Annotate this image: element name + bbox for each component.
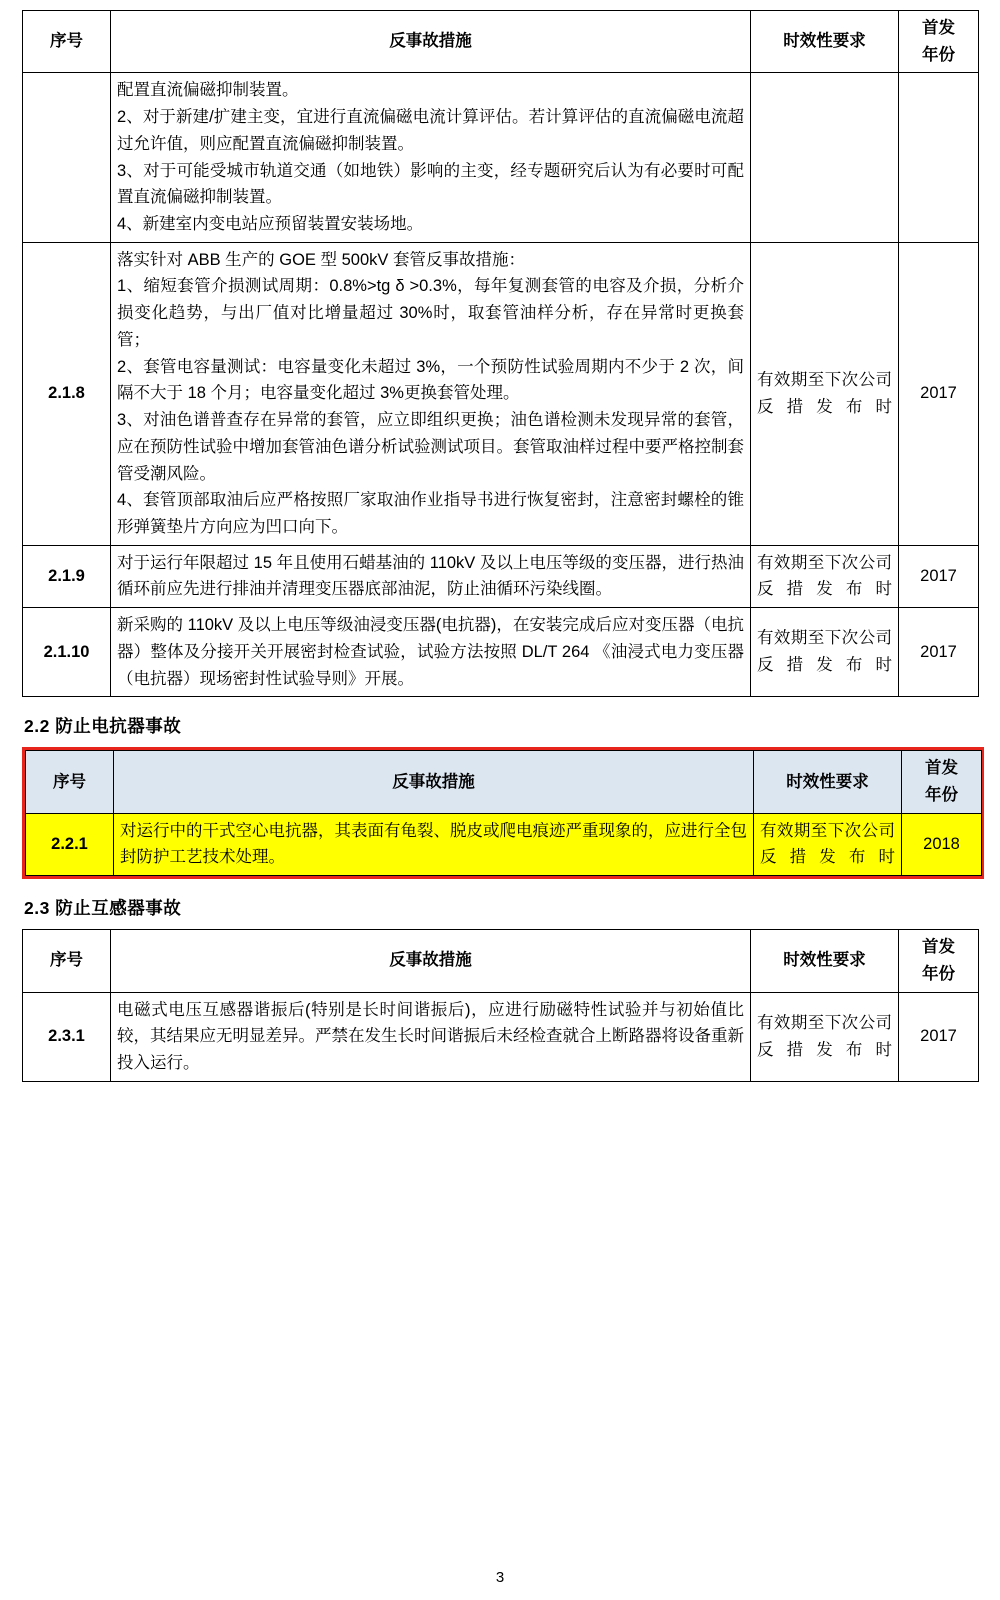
table-row [26,813,982,875]
section-title-2-3: 2.3 防止互感器事故 [24,898,182,919]
column-header-no: 序号 [23,930,111,992]
row-year: 2017 [899,608,979,697]
row-timeliness: 有效期至下次公司反措发布时 [751,242,899,545]
column-header-no: 序号 [23,11,111,73]
column-header-measure: 反事故措施 [111,930,751,992]
row-year [899,73,979,242]
column-header-timeliness: 时效性要求 [751,11,899,73]
measure-paragraph: 1、缩短套管介损测试周期：0.8%>tg δ >0.3%，每年复测套管的电容及介损，分析介损变化趋势，与出厂值对比增量超过 30%时，取套管油样分析，存在异常时更换套管； [117,277,744,349]
table-row [23,545,979,607]
row-measure [114,813,754,875]
row-timeliness: 有效期至下次公司反措发布时 [751,992,899,1081]
measure-paragraph: 对运行中的干式空心电抗器，其表面有龟裂、脱皮或爬电痕迹严重现象的，应进行全包封防护工艺技术处理。 [120,821,747,867]
row-year: 2017 [899,992,979,1081]
row-no: 2.3.1 [23,992,111,1081]
section-title-2-2: 2.2 防止电抗器事故 [24,716,182,737]
table-header-row [23,11,979,73]
column-header-year [899,930,979,992]
column-header-measure: 反事故措施 [111,11,751,73]
column-header-year-line1: 首发 [925,759,958,778]
measure-paragraph: 电磁式电压互感器谐振后(特别是长时间谐振后)，应进行励磁特性试验并与初始值比较，其结果应无明显差异。严禁在发生长时间谐振后未经检查就合上断路器将设备重新投入运行。 [117,1000,744,1072]
table-row [23,992,979,1081]
column-header-timeliness: 时效性要求 [751,930,899,992]
row-timeliness [751,73,899,242]
row-year: 2017 [899,545,979,607]
measure-paragraph: 配置直流偏磁抑制装置。 [117,81,299,100]
row-no: 2.1.8 [23,242,111,545]
table-row [23,242,979,545]
row-no: 2.1.10 [23,608,111,697]
antiaccident-measures-table-1 [22,10,979,697]
measure-paragraph: 4、套管顶部取油后应严格按照厂家取油作业指导书进行恢复密封，注意密封螺栓的锥形弹簧垫片方向应为凹口向下。 [117,491,744,536]
row-no: 2.2.1 [26,813,114,875]
antiaccident-measures-table-2 [25,750,982,876]
antiaccident-measures-table-3 [22,929,979,1082]
highlighted-table-outline [22,747,984,879]
column-header-year-line2: 年份 [922,964,955,983]
table-header-row [23,930,979,992]
row-no [23,73,111,242]
row-timeliness: 有效期至下次公司反措发布时 [754,813,902,875]
column-header-year-line1: 首发 [922,19,955,37]
row-timeliness: 有效期至下次公司反措发布时 [751,545,899,607]
measure-paragraph: 2、对于新建/扩建主变，宜进行直流偏磁电流计算评估。若计算评估的直流偏磁电流超过允许值，则应配置直流偏磁抑制装置。 [117,108,744,153]
column-header-year-line1: 首发 [922,938,955,957]
measure-paragraph: 2、套管电容量测试：电容量变化未超过 3%，一个预防性试验周期内不少于 2 次，间隔不大于 18 个月；电容量变化超过 3%更换套管处理。 [117,357,744,403]
column-header-year [902,751,982,813]
row-no: 2.1.9 [23,545,111,607]
column-header-year [899,11,979,73]
column-header-year-line2: 年份 [925,785,958,804]
row-measure [111,73,751,242]
row-measure [111,608,751,697]
measure-paragraph: 3、对于可能受城市轨道交通（如地铁）影响的主变，经专题研究后认为有必要时可配置直流偏磁抑制装置。 [117,161,744,207]
column-header-measure: 反事故措施 [114,751,754,813]
column-header-timeliness: 时效性要求 [754,751,902,813]
table-row [23,73,979,242]
column-header-no: 序号 [26,751,114,813]
measure-paragraph: 新采购的 110kV 及以上电压等级油浸变压器(电抗器)，在安装完成后应对变压器（电抗器）整体及分接开关开展密封检查试验，试验方法按照 DL/T 264 《油浸式电力变压器（电抗器）现场密封性试验导则》开展。 [117,616,744,688]
measure-paragraph: 4、新建室内变电站应预留装置安装场地。 [117,215,424,234]
measure-paragraph: 对于运行年限超过 15 年且使用石蜡基油的 110kV 及以上电压等级的变压器，进行热油循环前应先进行排油并清理变压器底部油泥，防止油循环污染线圈。 [117,553,744,599]
table-header-row [26,751,982,813]
row-measure [111,242,751,545]
row-timeliness: 有效期至下次公司反措发布时 [751,608,899,697]
measure-paragraph: 落实针对 ABB 生产的 GOE 型 500kV 套管反事故措施： [117,250,525,269]
measure-paragraph: 3、对油色谱普查存在异常的套管，应立即组织更换；油色谱检测未发现异常的套管，应在预防性试验中增加套管油色谱分析试验测试项目。套管取油样过程中要严格控制套管受潮风险。 [117,411,744,483]
row-year: 2017 [899,242,979,545]
row-measure [111,545,751,607]
page-number: 3 [495,1569,505,1586]
table-row [23,608,979,697]
column-header-year-line2: 年份 [922,45,955,64]
row-year: 2018 [902,813,982,875]
row-measure [111,992,751,1081]
